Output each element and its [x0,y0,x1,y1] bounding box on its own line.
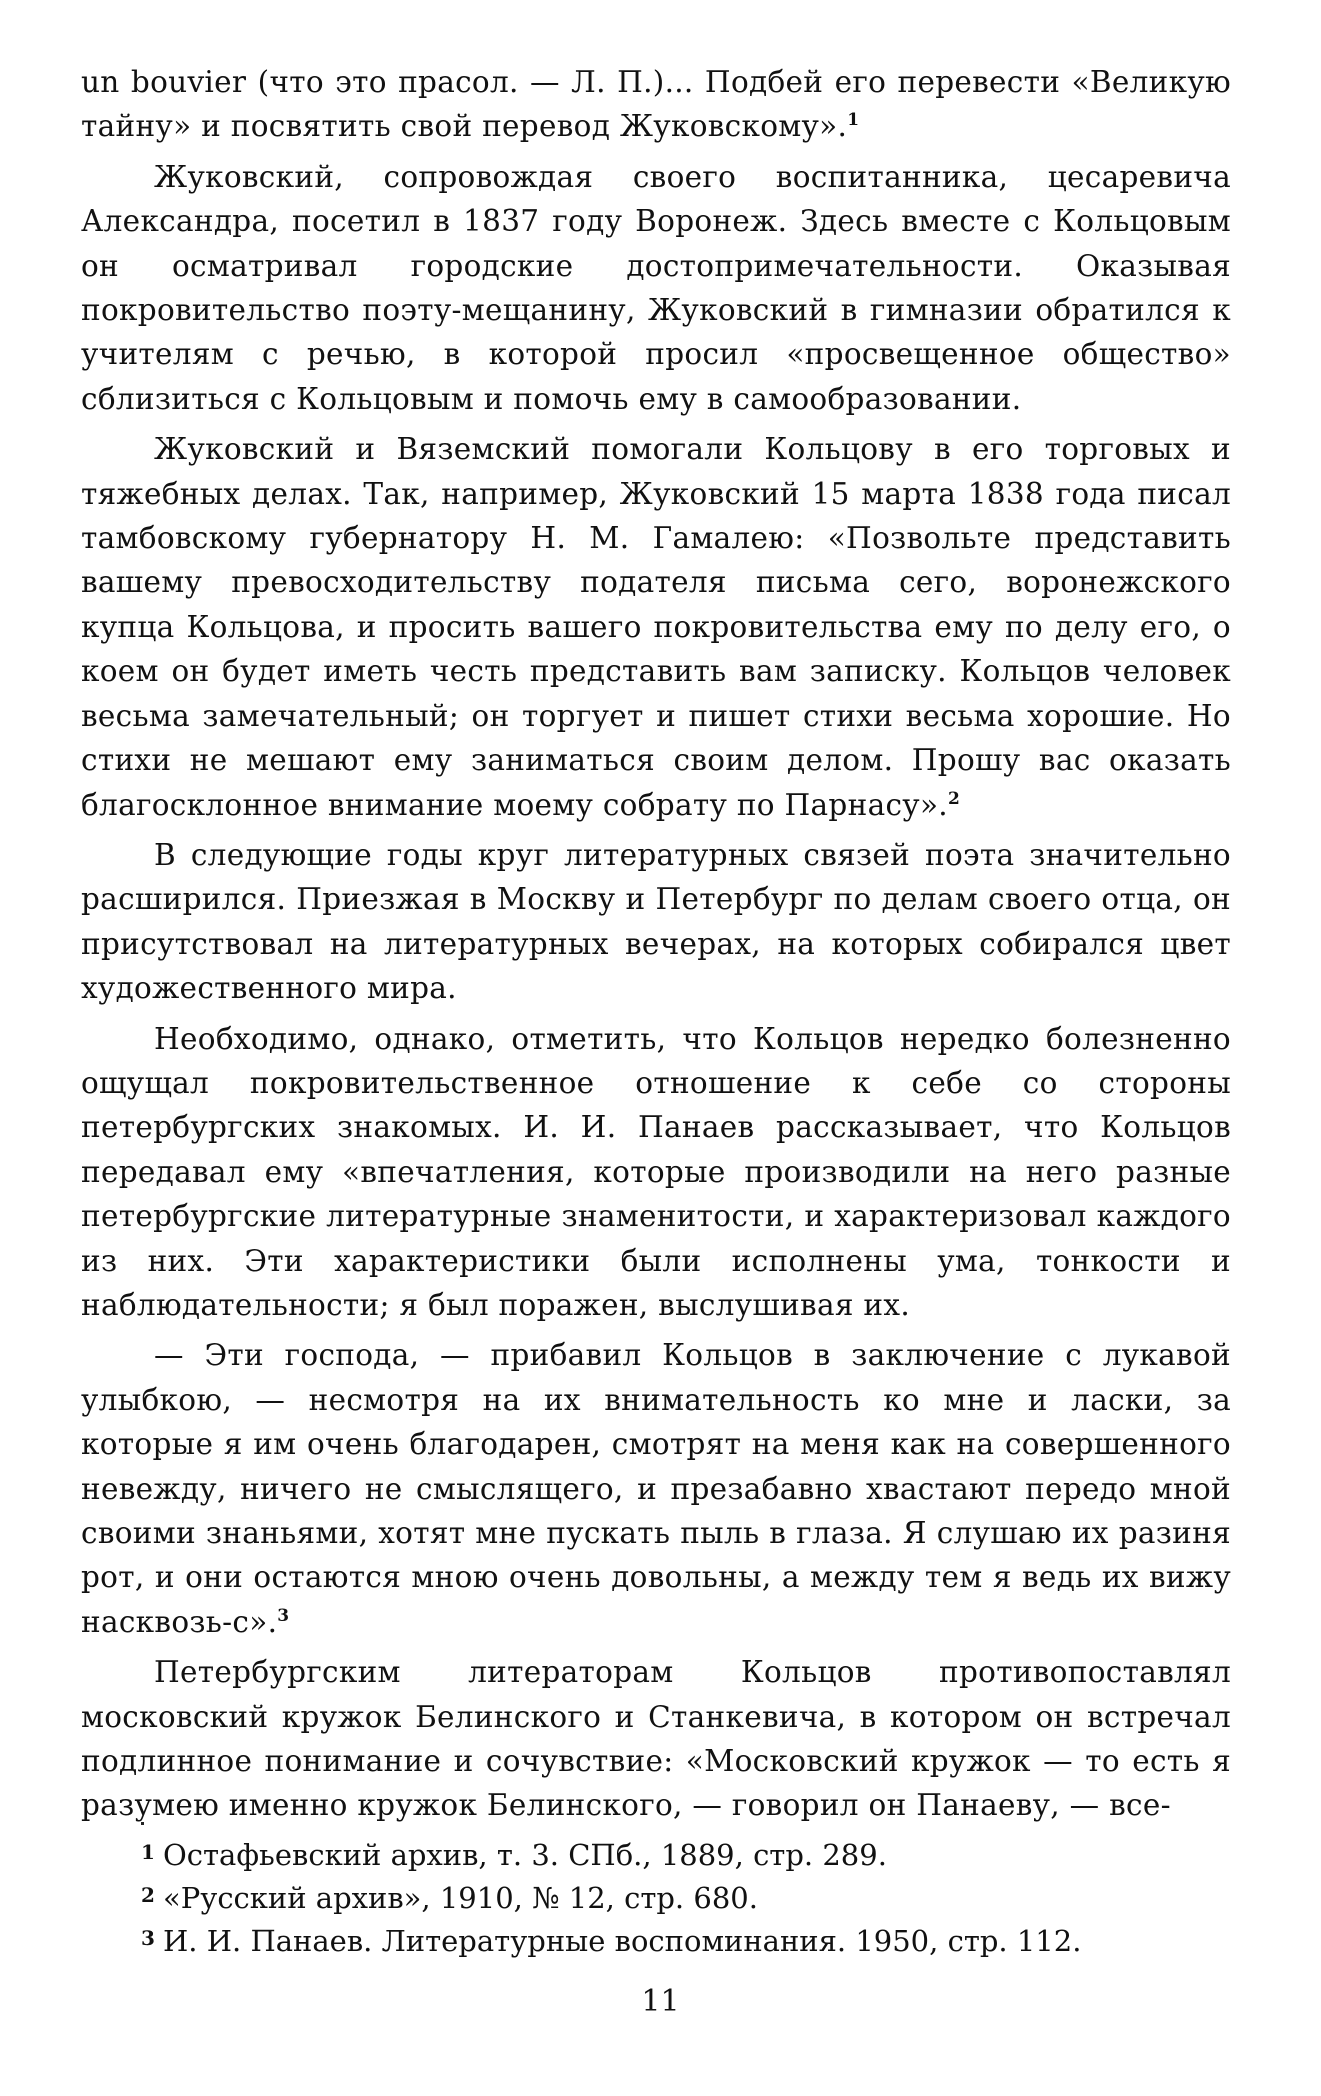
footnote-3-text: И. И. Панаев. Литературные воспоминания. 1950, стр. 112. [163,1924,1082,1958]
footnote-ref-1: 1 [847,110,860,131]
page-body [81,60,1231,1828]
footnote-3 [141,1918,1231,1961]
footnote-marker [141,1822,144,1825]
paragraph-1-text: un bouvier (что это прасол. — Л. П.)... Подбей его перевести «Великую тайну» и посвятить свой перевод Жуковскому». [81,65,1231,144]
footnote-ref-2: 2 [947,788,961,809]
footnote-1 [141,1832,1231,1875]
footnote-1-number: 1 [141,1840,155,1864]
footnotes [141,1832,1231,1961]
paragraph-6 [81,1333,1231,1644]
paragraph-1 [81,60,1231,149]
paragraph-2-text: Жуковский, сопровождая своего воспитанника, цесаревича Александра, посетил в 1837 году Воронеж. Здесь вместе с Кольцовым он осматривал городские достопримечательности. Оказывая покровительство поэту-мещанину, Жуковский в гимназии обратился к учителям с речью, в которой просил «просвещенное общество» сблизиться с Кольцовым и помочь ему в самообразовании. [81,159,1231,416]
paragraph-3 [81,427,1231,827]
paragraph-7 [81,1650,1231,1828]
paragraph-4-text: В следующие годы круг литературных связей поэта значительно расширился. Приезжая в Москву и Петербург по делам своего отца, он присутствовал на литературных вечерах, на которых собирался цвет художественного мира. [81,837,1231,1006]
paragraph-2 [81,155,1231,421]
paragraph-6-text: — Эти господа, — прибавил Кольцов в заключение с лукавой улыбкою, — несмотря на их внимательность ко мне и ласки, за которые я им очень благодарен, смотрят на меня как на совершенного невежду, ничего не смыслящего, и презабавно хвастают передо мной своими знаньями, хотят мне пускать пыль в глаза. Я слушаю их разиня рот, и они остаются мною очень довольны, а между тем я ведь их вижу насквозь-с». [81,1338,1231,1639]
footnote-2-text: «Русский архив», 1910, № 12, стр. 680. [163,1881,758,1915]
paragraph-3-text: Жуковский и Вяземский помогали Кольцову в его торговых и тяжебных делах. Так, например, Жуковский 15 марта 1838 года писал тамбовскому губернатору Н. М. Гамалею: «Позвольте представить вашему превосходительству подателя письма сего, воронежского купца Кольцова, и просить вашего покровительства ему по делу его, о коем он будет иметь честь представить вам записку. Кольцов человек весьма замечательный; он торгует и пишет стихи весьма хорошие. Но стихи не мешают ему заниматься своим делом. Прошу вас оказать благосклонное внимание моему собрату по Парнасу». [81,432,1231,822]
footnote-2-number: 2 [141,1883,155,1907]
paragraph-7-text: Петербургским литераторам Кольцов противопоставлял московский кружок Белинского и Станкевича, в котором он встречал подлинное понимание и сочувствие: «Московский кружок — то есть я разумею именно кружок Белинского, — говорил он Панаеву, — все- [81,1655,1231,1823]
footnote-3-number: 3 [141,1926,155,1950]
paragraph-4 [81,833,1231,1011]
page-number: 11 [641,1984,680,2019]
paragraph-5-text: Необходимо, однако, отметить, что Кольцов нередко болезненно ощущал покровительственное отношение к себе со стороны петербургских знакомых. И. И. Панаев рассказывает, что Кольцов передавал ему «впечатления, которые производили на него разные петербургские литературные знаменитости, и характеризовал каждого из них. Эти характеристики были исполнены ума, тонкости и наблюдательности; я был поражен, выслушивая их. [81,1021,1231,1322]
paragraph-5 [81,1017,1231,1328]
footnote-ref-3: 3 [277,1605,290,1626]
footnote-2 [141,1875,1231,1918]
footnote-1-text: Остафьевский архив, т. 3. СПб., 1889, стр. 289. [163,1838,887,1872]
